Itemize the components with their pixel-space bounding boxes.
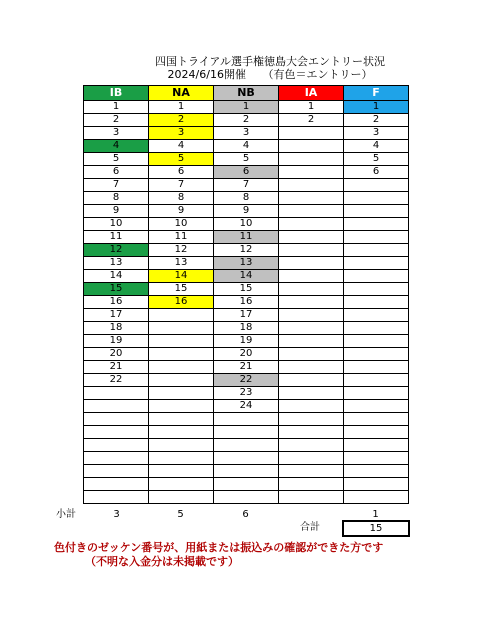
bib-cell-nb: 12 (214, 244, 279, 257)
table-row (84, 205, 409, 218)
bib-cell-nb: 16 (214, 296, 279, 309)
bib-cell-ia (279, 218, 344, 231)
bib-cell-f: 2 (344, 114, 409, 127)
bib-cell-nb: 18 (214, 322, 279, 335)
bib-cell-f (344, 374, 409, 387)
bib-cell-na: 16 (149, 296, 214, 309)
bib-cell-ia (279, 192, 344, 205)
bib-cell-ia (279, 283, 344, 296)
bib-cell-ia (279, 400, 344, 413)
bib-cell-f: 6 (344, 166, 409, 179)
table-row (84, 413, 409, 426)
bib-cell-ia (279, 439, 344, 452)
bib-cell-f (344, 361, 409, 374)
bib-cell-f (344, 452, 409, 465)
bib-cell-f (344, 244, 409, 257)
bib-cell-ia (279, 166, 344, 179)
bib-cell-f (344, 478, 409, 491)
table-row (84, 257, 409, 270)
bib-cell-f (344, 231, 409, 244)
table-row (84, 244, 409, 257)
class-header-ib: IB (84, 86, 149, 101)
bib-cell-na: 14 (149, 270, 214, 283)
class-header-f: F (344, 86, 409, 101)
bib-cell-na: 5 (149, 153, 214, 166)
bib-cell-ib (84, 387, 149, 400)
table-row (84, 114, 409, 127)
bib-cell-na: 6 (149, 166, 214, 179)
table-row (84, 270, 409, 283)
bib-cell-ia (279, 257, 344, 270)
bib-cell-na (149, 335, 214, 348)
bib-cell-ia (279, 335, 344, 348)
bib-cell-ia (279, 179, 344, 192)
bib-cell-ia (279, 205, 344, 218)
bib-cell-na (149, 309, 214, 322)
table-row (84, 322, 409, 335)
class-header-ia: IA (279, 86, 344, 101)
bib-cell-ib: 13 (84, 257, 149, 270)
event-date-subtitle: 2024/6/16開催 （有色＝エントリー） (167, 68, 373, 81)
bib-cell-na (149, 322, 214, 335)
bib-cell-nb: 23 (214, 387, 279, 400)
bib-cell-ia: 2 (279, 114, 344, 127)
bib-cell-na: 15 (149, 283, 214, 296)
bib-cell-f (344, 309, 409, 322)
bib-cell-f (344, 413, 409, 426)
bib-cell-ia: 1 (279, 101, 344, 114)
bib-cell-na: 13 (149, 257, 214, 270)
table-row (84, 465, 409, 478)
bib-cell-nb: 9 (214, 205, 279, 218)
bib-cell-f (344, 335, 409, 348)
legend-note-sub: （不明な入金分は未掲載です） (85, 555, 239, 568)
subtotal-na: 5 (177, 509, 184, 520)
bib-cell-nb (214, 465, 279, 478)
bib-cell-nb: 24 (214, 400, 279, 413)
table-row (84, 387, 409, 400)
bib-cell-ib (84, 426, 149, 439)
bib-cell-nb: 20 (214, 348, 279, 361)
bib-cell-na (149, 413, 214, 426)
bib-cell-na (149, 439, 214, 452)
table-row (84, 400, 409, 413)
bib-cell-f: 1 (344, 101, 409, 114)
table-row (84, 374, 409, 387)
bib-cell-nb: 10 (214, 218, 279, 231)
bib-cell-na: 11 (149, 231, 214, 244)
bib-cell-na: 3 (149, 127, 214, 140)
bib-cell-ia (279, 348, 344, 361)
bib-cell-nb: 6 (214, 166, 279, 179)
table-row (84, 166, 409, 179)
bib-cell-nb: 17 (214, 309, 279, 322)
table-row (84, 361, 409, 374)
table-row (84, 296, 409, 309)
table-row (84, 231, 409, 244)
bib-cell-f: 5 (344, 153, 409, 166)
bib-cell-f (344, 426, 409, 439)
bib-cell-ib (84, 452, 149, 465)
bib-cell-ib: 7 (84, 179, 149, 192)
bib-cell-na (149, 452, 214, 465)
bib-cell-ib: 5 (84, 153, 149, 166)
bib-cell-na: 10 (149, 218, 214, 231)
bib-cell-ib: 3 (84, 127, 149, 140)
table-row (84, 179, 409, 192)
bib-cell-ib: 11 (84, 231, 149, 244)
bib-cell-f (344, 296, 409, 309)
bib-cell-ia (279, 231, 344, 244)
subtotal-f: 1 (372, 509, 379, 520)
bib-cell-ib: 15 (84, 283, 149, 296)
bib-cell-ia (279, 452, 344, 465)
table-row (84, 192, 409, 205)
bib-cell-nb: 1 (214, 101, 279, 114)
bib-cell-f (344, 400, 409, 413)
legend-note: 色付きのゼッケン番号が、用紙または振込みの確認ができた方です (54, 541, 384, 554)
bib-cell-ia (279, 465, 344, 478)
table-row (84, 101, 409, 114)
bib-cell-f (344, 283, 409, 296)
table-row (84, 153, 409, 166)
bib-cell-ib: 18 (84, 322, 149, 335)
bib-cell-ib (84, 491, 149, 504)
bib-cell-na: 1 (149, 101, 214, 114)
bib-cell-ib (84, 413, 149, 426)
bib-cell-f (344, 439, 409, 452)
bib-cell-nb: 13 (214, 257, 279, 270)
bib-cell-ib: 1 (84, 101, 149, 114)
bib-cell-nb (214, 491, 279, 504)
bib-cell-ib: 14 (84, 270, 149, 283)
entry-table-body (84, 101, 409, 504)
bib-cell-ia (279, 322, 344, 335)
bib-cell-f (344, 387, 409, 400)
bib-cell-nb: 4 (214, 140, 279, 153)
subtotal-label: 小計 (56, 509, 76, 520)
bib-cell-nb: 11 (214, 231, 279, 244)
bib-cell-f (344, 205, 409, 218)
bib-cell-f (344, 192, 409, 205)
bib-cell-ib: 10 (84, 218, 149, 231)
bib-cell-ia (279, 153, 344, 166)
bib-cell-nb (214, 439, 279, 452)
bib-cell-nb: 19 (214, 335, 279, 348)
bib-cell-na: 8 (149, 192, 214, 205)
bib-cell-na (149, 465, 214, 478)
bib-cell-f: 3 (344, 127, 409, 140)
entry-table (83, 85, 409, 504)
bib-cell-ib: 4 (84, 140, 149, 153)
bib-cell-ia (279, 491, 344, 504)
bib-cell-na: 12 (149, 244, 214, 257)
bib-cell-na (149, 374, 214, 387)
bib-cell-ia (279, 387, 344, 400)
bib-cell-nb: 3 (214, 127, 279, 140)
bib-cell-nb: 2 (214, 114, 279, 127)
bib-cell-ib (84, 465, 149, 478)
table-row (84, 309, 409, 322)
bib-cell-nb: 22 (214, 374, 279, 387)
bib-cell-nb (214, 426, 279, 439)
header-row (84, 86, 409, 101)
bib-cell-ib: 19 (84, 335, 149, 348)
subtotal-nb: 6 (242, 509, 249, 520)
bib-cell-nb (214, 413, 279, 426)
class-header-na: NA (149, 86, 214, 101)
bib-cell-ib (84, 439, 149, 452)
table-row (84, 335, 409, 348)
bib-cell-nb: 21 (214, 361, 279, 374)
table-row (84, 127, 409, 140)
bib-cell-ia (279, 244, 344, 257)
table-row (84, 283, 409, 296)
bib-cell-ia (279, 127, 344, 140)
table-row (84, 491, 409, 504)
table-row (84, 426, 409, 439)
bib-cell-ia (279, 478, 344, 491)
bib-cell-nb (214, 478, 279, 491)
bib-cell-ib: 9 (84, 205, 149, 218)
table-row (84, 218, 409, 231)
bib-cell-f (344, 179, 409, 192)
table-row (84, 348, 409, 361)
bib-cell-f (344, 257, 409, 270)
bib-cell-nb (214, 452, 279, 465)
class-header-nb: NB (214, 86, 279, 101)
bib-cell-ib: 16 (84, 296, 149, 309)
bib-cell-ib: 21 (84, 361, 149, 374)
bib-cell-nb: 5 (214, 153, 279, 166)
bib-cell-f (344, 322, 409, 335)
bib-cell-nb: 15 (214, 283, 279, 296)
bib-cell-na: 2 (149, 114, 214, 127)
bib-cell-ia (279, 374, 344, 387)
table-row (84, 140, 409, 153)
bib-cell-f (344, 270, 409, 283)
bib-cell-ia (279, 413, 344, 426)
bib-cell-f: 4 (344, 140, 409, 153)
bib-cell-na (149, 387, 214, 400)
bib-cell-ib: 20 (84, 348, 149, 361)
bib-cell-ia (279, 296, 344, 309)
bib-cell-ib: 8 (84, 192, 149, 205)
bib-cell-nb: 7 (214, 179, 279, 192)
bib-cell-ia (279, 140, 344, 153)
bib-cell-na: 9 (149, 205, 214, 218)
page-title: 四国トライアル選手権徳島大会エントリー状況 (155, 55, 385, 68)
bib-cell-ia (279, 309, 344, 322)
bib-cell-f (344, 218, 409, 231)
bib-cell-na (149, 426, 214, 439)
bib-cell-na (149, 491, 214, 504)
bib-cell-ia (279, 426, 344, 439)
bib-cell-na (149, 478, 214, 491)
bib-cell-na: 7 (149, 179, 214, 192)
table-row (84, 478, 409, 491)
bib-cell-f (344, 491, 409, 504)
bib-cell-na: 4 (149, 140, 214, 153)
table-row (84, 452, 409, 465)
bib-cell-f (344, 465, 409, 478)
bib-cell-na (149, 400, 214, 413)
bib-cell-ib: 22 (84, 374, 149, 387)
bib-cell-na (149, 348, 214, 361)
bib-cell-nb: 8 (214, 192, 279, 205)
bib-cell-ib (84, 478, 149, 491)
total-label: 合計 (300, 522, 320, 533)
subtotal-ib: 3 (113, 509, 120, 520)
table-row (84, 439, 409, 452)
bib-cell-ib (84, 400, 149, 413)
bib-cell-ib: 6 (84, 166, 149, 179)
bib-cell-na (149, 361, 214, 374)
bib-cell-ia (279, 361, 344, 374)
bib-cell-ib: 17 (84, 309, 149, 322)
total-value: 15 (342, 520, 410, 537)
bib-cell-f (344, 348, 409, 361)
bib-cell-nb: 14 (214, 270, 279, 283)
bib-cell-ia (279, 270, 344, 283)
bib-cell-ib: 12 (84, 244, 149, 257)
bib-cell-ib: 2 (84, 114, 149, 127)
